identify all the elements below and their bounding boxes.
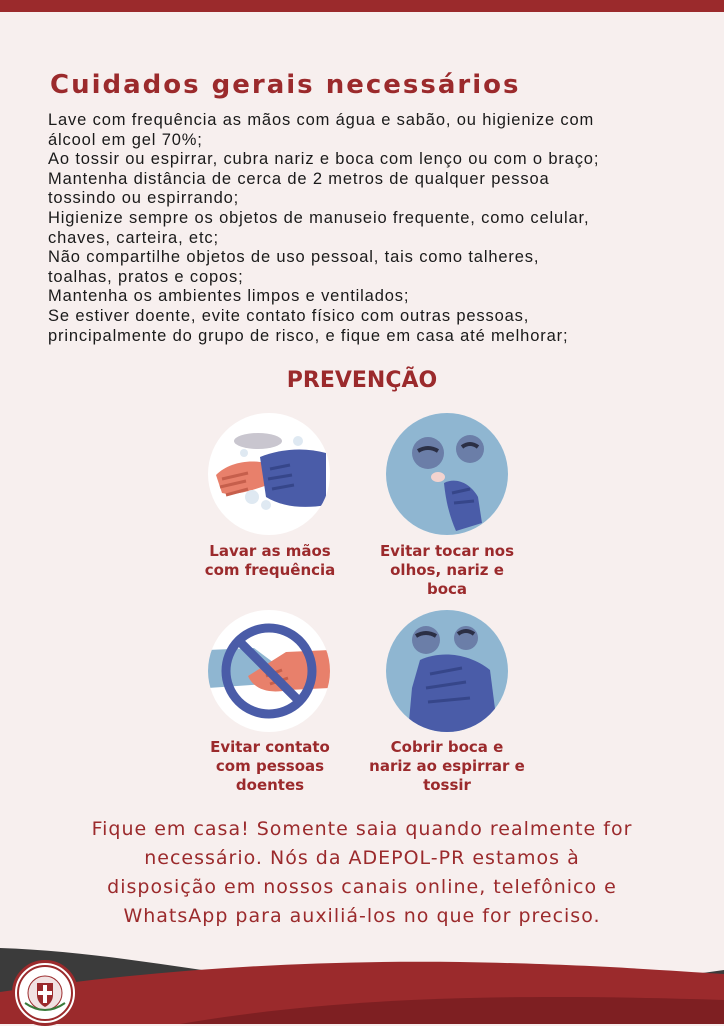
- care-line: Se estiver doente, evite contato físico com outras pessoas,: [48, 306, 530, 325]
- caption-line: nariz ao espirrar e: [369, 757, 525, 775]
- care-line: Mantenha distância de cerca de 2 metros de qualquer pessoa: [48, 169, 550, 188]
- hand-washing-icon: [208, 413, 330, 535]
- closing-line: WhatsApp para auxiliá-los no que for preciso.: [123, 905, 601, 927]
- top-accent-bar: [0, 0, 724, 12]
- caption-line: Lavar as mãos: [209, 542, 331, 560]
- care-list: [48, 111, 698, 346]
- caption-line: doentes: [235, 776, 305, 794]
- caption-face-touch: [352, 542, 542, 599]
- care-line: Lave com frequência as mãos com água e sabão, ou higienize com: [48, 111, 595, 129]
- caption-line: olhos, nariz e: [390, 561, 504, 579]
- care-line: principalmente do grupo de risco, e fique em casa até melhorar;: [48, 326, 569, 345]
- closing-line: necessário. Nós da ADEPOL-PR estamos à: [144, 847, 580, 869]
- adepol-seal-icon: [15, 963, 75, 1023]
- closing-line: disposição em nossos canais online, telefônico e: [107, 876, 617, 898]
- care-line: chaves, carteira, etc;: [48, 228, 219, 247]
- caption-line: Cobrir boca e: [390, 738, 504, 756]
- care-line: tossindo ou espirrando;: [48, 189, 240, 208]
- caption-line: boca: [426, 580, 468, 598]
- care-line: Higienize sempre os objetos de manuseio frequente, como celular,: [48, 208, 590, 227]
- caption-line: Evitar tocar nos: [379, 542, 515, 560]
- caption-line: Evitar contato: [210, 738, 330, 756]
- caption-no-handshake: [175, 738, 365, 795]
- adepol-logo: [12, 960, 78, 1026]
- footer-waves: [0, 930, 724, 1024]
- caption-cover-cough: [352, 738, 542, 795]
- caption-hand-washing: [175, 542, 365, 580]
- care-line: toalhas, pratos e copos;: [48, 267, 244, 286]
- caption-line: tossir: [423, 776, 471, 794]
- prevention-heading: PREVENÇÃO: [286, 368, 438, 393]
- closing-line: Fique em casa! Somente saia quando realmente for: [91, 818, 633, 840]
- care-line: Não compartilhe objetos de uso pessoal, tais como talheres,: [48, 248, 540, 267]
- care-line: Mantenha os ambientes limpos e ventilados;: [48, 287, 410, 306]
- caption-line: com frequência: [204, 561, 336, 579]
- no-handshake-icon: [208, 610, 330, 732]
- caption-line: com pessoas: [215, 757, 325, 775]
- care-line: álcool em gel 70%;: [48, 130, 203, 149]
- care-line: Ao tossir ou espirrar, cubra nariz e boca com lenço ou com o braço;: [48, 150, 600, 169]
- face-touch-icon: [386, 413, 508, 535]
- closing-message: [50, 815, 674, 931]
- cover-cough-icon: [386, 610, 508, 732]
- page-title: Cuidados gerais necessários: [50, 70, 521, 100]
